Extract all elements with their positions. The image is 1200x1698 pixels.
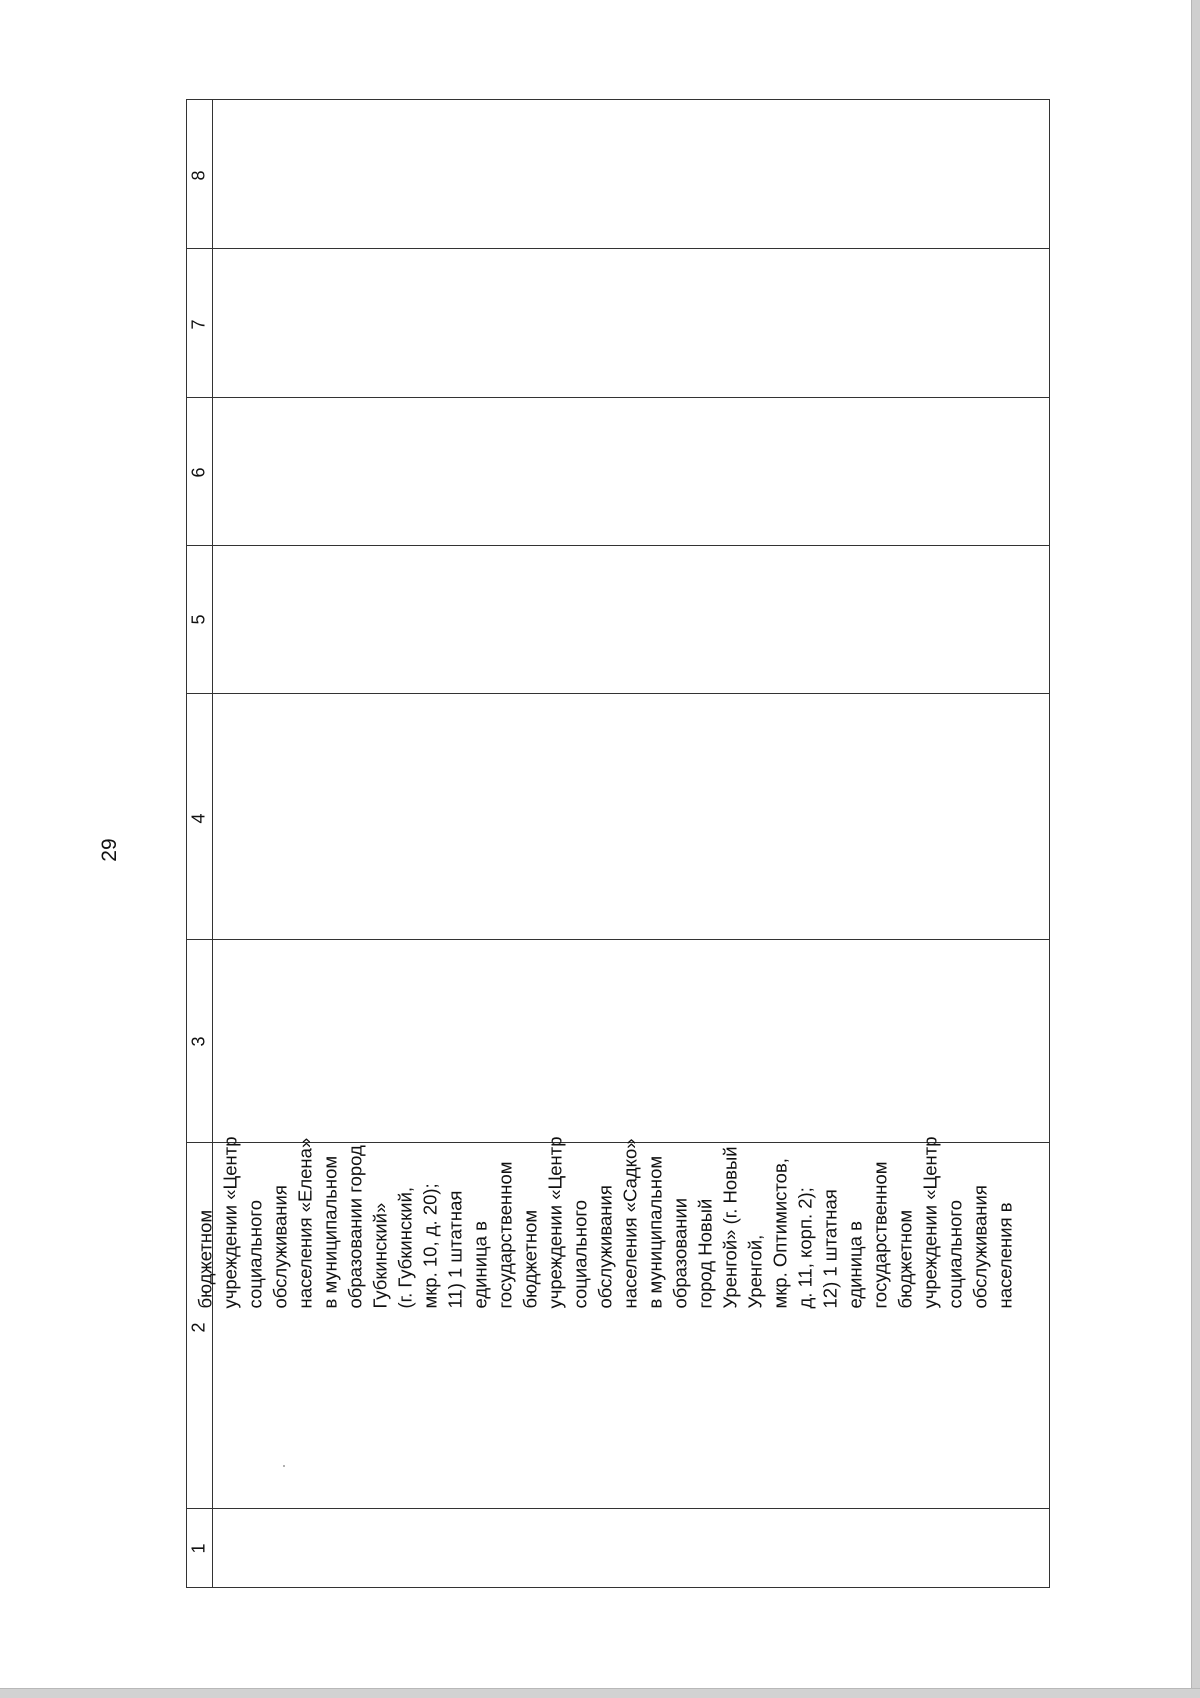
text-line: мкр. Оптимистов, bbox=[769, 1158, 791, 1309]
column-number-7: 7 bbox=[188, 318, 209, 330]
text-line: социального bbox=[569, 1199, 591, 1309]
text-line: населения «Елена» bbox=[294, 1137, 316, 1309]
text-line: мкр. 10, д. 20); bbox=[419, 1183, 441, 1309]
text-line: учреждении «Центр bbox=[544, 1136, 566, 1309]
text-line: бюджетном bbox=[894, 1209, 916, 1309]
page-edge-right bbox=[1191, 0, 1200, 1697]
text-line: город Новый bbox=[694, 1198, 716, 1309]
column-number-6: 6 bbox=[188, 466, 209, 478]
text-line: населения «Садко» bbox=[619, 1138, 641, 1309]
text-line: Губкинский» bbox=[369, 1202, 391, 1309]
column-number-8: 8 bbox=[188, 169, 209, 181]
text-line: учреждении «Центр bbox=[919, 1136, 941, 1309]
column-4-cell-text bbox=[193, 1064, 1016, 1309]
text-line: обслуживания bbox=[594, 1185, 616, 1309]
text-line: единица в bbox=[469, 1221, 491, 1309]
text-line: учреждении «Центр bbox=[219, 1136, 241, 1309]
text-line: обслуживания bbox=[969, 1185, 991, 1309]
text-line: 12) 1 штатная bbox=[819, 1189, 841, 1309]
column-number-4: 4 bbox=[188, 812, 209, 824]
page-number: 29 bbox=[98, 838, 121, 862]
column-border-5-4 bbox=[186, 693, 1050, 694]
text-line: 11) 1 штатная bbox=[444, 1190, 466, 1309]
text-line: государственном bbox=[494, 1161, 516, 1309]
text-line: в муниципальном bbox=[644, 1155, 666, 1309]
text-line: образовании bbox=[669, 1197, 691, 1309]
column-border-6-5 bbox=[186, 545, 1050, 546]
text-line: Уренгой, bbox=[744, 1234, 766, 1309]
text-line: бюджетном bbox=[194, 1209, 216, 1309]
column-number-5: 5 bbox=[188, 613, 209, 625]
text-line: обслуживания bbox=[269, 1185, 291, 1309]
text-line: д. 11, корп. 2); bbox=[794, 1187, 816, 1309]
text-line: в муниципальном bbox=[319, 1155, 341, 1309]
text-line: социального bbox=[244, 1199, 266, 1309]
column-border-8-7 bbox=[186, 248, 1050, 249]
text-line: Уренгой» (г. Новый bbox=[719, 1146, 741, 1309]
text-line: населения в bbox=[994, 1202, 1016, 1309]
column-border-7-6 bbox=[186, 397, 1050, 398]
scan-speck bbox=[283, 1465, 285, 1467]
text-line: социального bbox=[944, 1199, 966, 1309]
text-line: (г. Губкинский, bbox=[394, 1186, 416, 1309]
column-border-4-3 bbox=[186, 939, 1050, 940]
text-line: бюджетном bbox=[519, 1209, 541, 1309]
text-line: образовании город bbox=[344, 1145, 366, 1309]
column-border-2-1 bbox=[186, 1508, 1050, 1509]
text-line: единица в bbox=[844, 1221, 866, 1309]
header-row-separator bbox=[212, 99, 213, 1588]
text-line: государственном bbox=[869, 1161, 891, 1309]
column-number-3: 3 bbox=[188, 1035, 209, 1047]
column-number-2: 2 bbox=[188, 1321, 209, 1333]
column-number-1: 1 bbox=[188, 1542, 209, 1554]
rotated-table bbox=[186, 99, 1050, 1588]
